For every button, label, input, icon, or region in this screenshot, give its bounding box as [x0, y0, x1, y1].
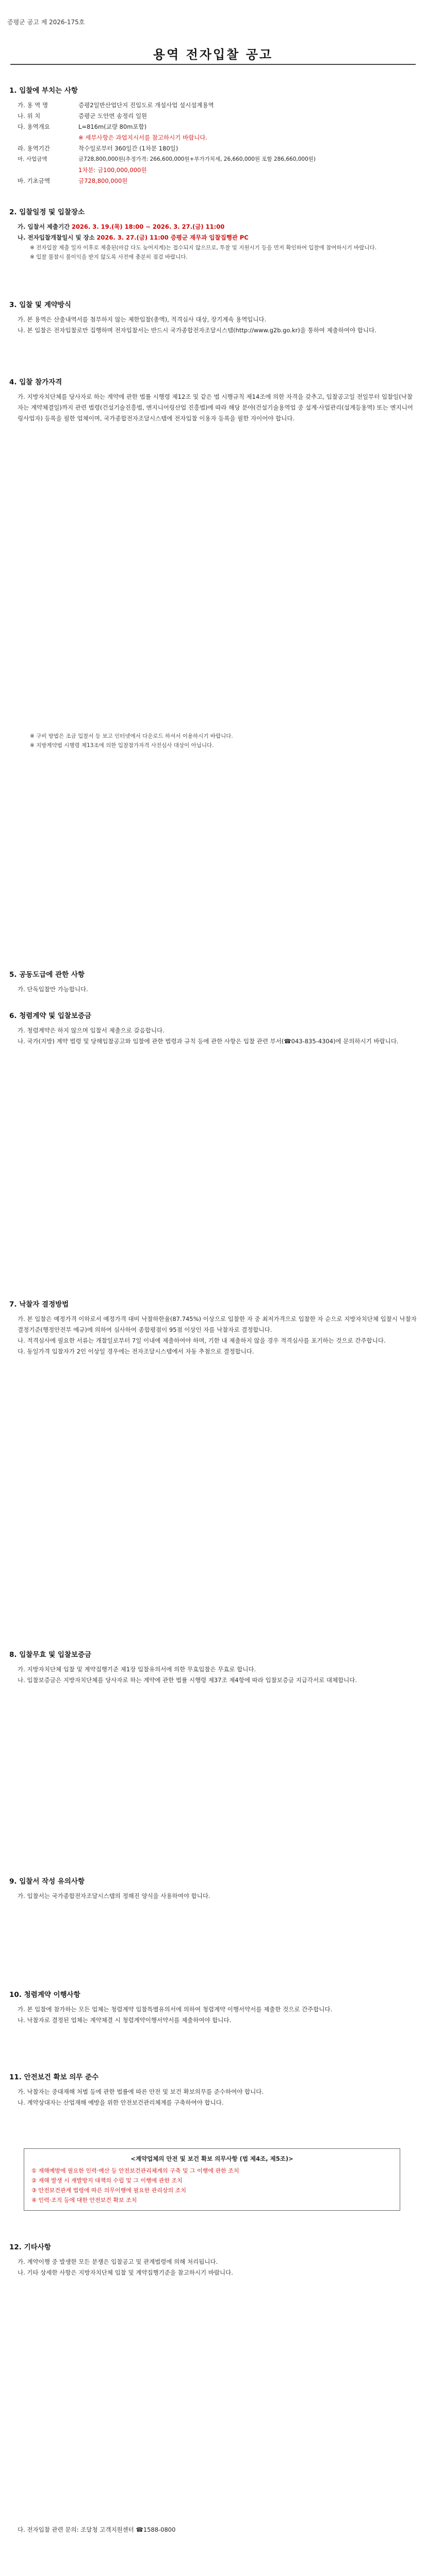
info-note: ※ 전자입찰 제출 일자 이후로 제출된(마감 다도 늦어지게)는 접수되지 않으므로, 투찰 및 지원시기 등을 먼저 확인하여 입찰에 참여하시기 바랍니다. [30, 245, 377, 251]
paragraph: 나. 국가(지방) 계약 법령 및 당해입찰공고와 입찰에 관한 법령과 규칙 등에 관한 사항은 입찰 관련 부서(☎043-835-4304)에 문의하시기 바랍니다. [18, 1038, 399, 1045]
paragraph: 가. 본 용역은 산출내역서를 첨부하지 않는 제한입찰(총액), 적격심사 대상, 장기계속 용역입니다. [18, 316, 267, 323]
section-joint-contract [9, 969, 417, 995]
info-note: ※ 입찰 불참시 불이익을 받지 않도록 사전에 충분히 점검 바랍니다. [30, 254, 188, 260]
paragraph: 가. 청렴계약은 하지 않으며 입찰서 제출으로 갈음합니다. [18, 1027, 165, 1034]
info-note: ※ 세부사항은 과업지시서를 참고하시기 바랍니다. [78, 134, 208, 141]
paragraph: 나. 적격심사에 필요한 서류는 개찰일로부터 7일 이내에 제출하여야 하며, 기한 내 제출하지 않을 경우 적격심사를 포기하는 것으로 간주합니다. [18, 1337, 386, 1344]
section-heading: 1. 입찰에 부치는 사항 [9, 87, 78, 95]
info-row: 나. 전자입찰개찰일시 및 장소 2026. 3. 27.(금) 11:00 증평군 재무과 입찰집행관 PC [18, 234, 249, 241]
box-item: ① 재해예방에 필요한 인력·예산 등 안전보건관리체계의 구축 및 그 이행에 관한 조치 [31, 2167, 239, 2174]
section-heading: 12. 기타사항 [9, 2243, 51, 2251]
section-heading: 6. 청렴계약 및 입찰보증금 [9, 1012, 92, 1020]
paragraph: 가. 지방자치단체를 당사자로 하는 계약에 관한 법률 시행령 제12조 및 같은 법 시행규칙 제14조에 의한 자격을 갖추고, 입찰공고일 전일부터 입찰일(낙찰자는 계약체결일)까지 관련 법령(건설기술진흥법, 엔지니어링산업 진흥법)에 따라 해당 분야(건설기술용역업 중 설계·사업관리(설계등용역) 또는 엔지니어링사업자) 등록을 필한 업체이며, 국가종합전자조달시스템에 전자입찰 이용자 등록을 필한 자이어야 합니다. [18, 393, 413, 422]
section-bid-items [9, 84, 417, 187]
box-header: <계약업체의 안전 및 보건 확보 의무사항 (법 제4조, 제5조)> [130, 2155, 293, 2162]
paragraph: 나. 본 입찰은 전자입찰로만 집행하며 전자입찰서는 반드시 국가종합전자조달시스템(http://www.g2b.go.kr)을 통하여 제출하여야 합니다. [18, 327, 376, 334]
title-divider [10, 64, 416, 65]
section-integrity-pledge [9, 1989, 417, 2026]
info-row: 라. 용역기간 착수일로부터 360일간 (1차분 180일) [18, 145, 178, 152]
paragraph: 나. 입찰보증금은 지방자치단체를 당사자로 하는 계약에 관한 법률 시행령 제37조 제4항에 따라 입찰보증금 지급각서로 대체합니다. [18, 1676, 357, 1684]
section-schedule [9, 206, 417, 262]
paragraph: 나. 기타 상세한 사항은 지방자치단체 입찰 및 계약집행기준을 참고하시기 바랍니다. [18, 2269, 233, 2276]
document-number: 증평군 공고 제 2026-175호 [7, 19, 85, 26]
section-heading: 3. 입찰 및 계약방식 [9, 301, 71, 309]
paragraph: 가. 본 입찰에 참가하는 모든 업체는 청렴계약 입찰특별유의서에 의하여 청렴계약 이행서약서를 제출한 것으로 간주합니다. [18, 2006, 333, 2013]
section-heading: 11. 안전보건 확보 의무 준수 [9, 2073, 99, 2081]
info-row: 다. 용역개요 L=816m(교량 80m포함) [18, 123, 147, 130]
section-safety [9, 2071, 417, 2108]
section-heading: 5. 공동도급에 관한 사항 [9, 971, 85, 979]
section-misc [9, 2241, 417, 2278]
info-row: 가. 용 역 명 증평2일반산업단지 진입도로 개설사업 설시설계용역 [18, 101, 214, 109]
box-item: ④ 인력·조직 등에 대한 안전보건 확보 조치 [31, 2197, 137, 2204]
section-award-method [9, 1298, 417, 1357]
section-misc-continued [9, 2524, 417, 2535]
info-row: 1차분: 금100,000,000원 [78, 166, 147, 174]
box-item: ② 재해 발생 시 재발방지 대책의 수립 및 그 이행에 관한 조치 [31, 2177, 183, 2184]
paragraph: 다. 전자입찰 관련 문의: 조달청 고객지원센터 ☎1588-0800 [18, 2526, 176, 2533]
paragraph: 가. 단독입찰만 가능합니다. [18, 986, 88, 993]
section-contract-method [9, 299, 417, 336]
section-heading: 7. 낙찰자 결정방법 [9, 1300, 69, 1309]
info-row: 바. 기초금액 금728,800,000원 [18, 177, 128, 184]
paragraph: 다. 동일가격 입찰자가 2인 이상일 경우에는 전자조달시스템에서 자동 추첨으로 결정합니다. [18, 1348, 254, 1355]
section-heading: 4. 입찰 참가자격 [9, 378, 62, 386]
info-note: ※ 지방계약법 시행령 제13조에 의한 입찰참가자격 사전심사 대상이 아닙니다. [30, 742, 214, 749]
section-invalid-bids [9, 1649, 417, 1686]
section-heading: 2. 입찰일정 및 입찰장소 [9, 208, 85, 216]
paragraph: 가. 지방자치단체 입찰 및 계약집행기준 제1장 입찰유의서에 의한 무효입찰은 무효로 합니다. [18, 1666, 256, 1673]
paragraph: 가. 입찰서는 국가종합전자조달시스템의 정해진 양식을 사용하여야 합니다. [18, 1892, 210, 1900]
page-title: 용역 전자입찰 공고 [153, 47, 273, 62]
paragraph: 나. 계약상대자는 산업재해 예방을 위한 안전보건관리체계를 구축하여야 합니다. [18, 2099, 224, 2106]
info-row: 가. 입찰서 제출기간 2026. 3. 19.(목) 18:00 ~ 2026. 3. 27.(금) 11:00 [18, 223, 225, 230]
info-row: 나. 위 치 증평군 도안면 송정리 일원 [18, 112, 148, 120]
paragraph: 가. 낙찰자는 중대재해 처벌 등에 관한 법률에 따른 안전 및 보건 확보의무를 준수하여야 합니다. [18, 2088, 264, 2095]
section-heading: 8. 입찰무효 및 입찰보증금 [9, 1651, 92, 1659]
section-eligibility [9, 376, 417, 424]
section-heading: 9. 입찰서 작성 유의사항 [9, 1877, 85, 1886]
section-bid-writing [9, 1875, 417, 1902]
paragraph: 가. 본 입찰은 예정가격 이하로서 예정가격 대비 낙찰하한율(87.745%) 이상으로 입찰한 자 중 최저가격으로 입찰한 자 순으로 지방자치단체 입찰시 낙찰자 결정기준(행정안전부 예규)에 의하여 심사하여 종합평점이 95점 이상인 자를 낙찰자로 결정합니다. [18, 1315, 417, 1333]
section-integrity-deposit [9, 1010, 417, 1047]
info-note: ※ 구비 방법은 조금 입찰서 등 보고 인터넷에서 다운로드 하셔서 이용하시기 바랍니다. [30, 733, 233, 739]
paragraph: 가. 계약이행 중 발생한 모든 분쟁은 입찰공고 및 관계법령에 의해 처리됩니다. [18, 2258, 218, 2265]
section-heading: 10. 청렴계약 이행사항 [9, 1991, 80, 1999]
info-row: 마. 사업금액 금728,800,000원(추정가격: 266,600,000원+부가가치세, 26,660,000원 포함 286,660,000원) [18, 156, 316, 162]
eligibility-notes [9, 732, 417, 750]
paragraph: 나. 낙찰자로 결정된 업체는 계약체결 시 청렴계약이행서약서를 제출하여야 합니다. [18, 2016, 232, 2024]
box-item: ③ 안전보건관계 법령에 따른 의무이행에 필요한 관리상의 조치 [31, 2187, 186, 2194]
safety-obligations-box [24, 2148, 400, 2211]
